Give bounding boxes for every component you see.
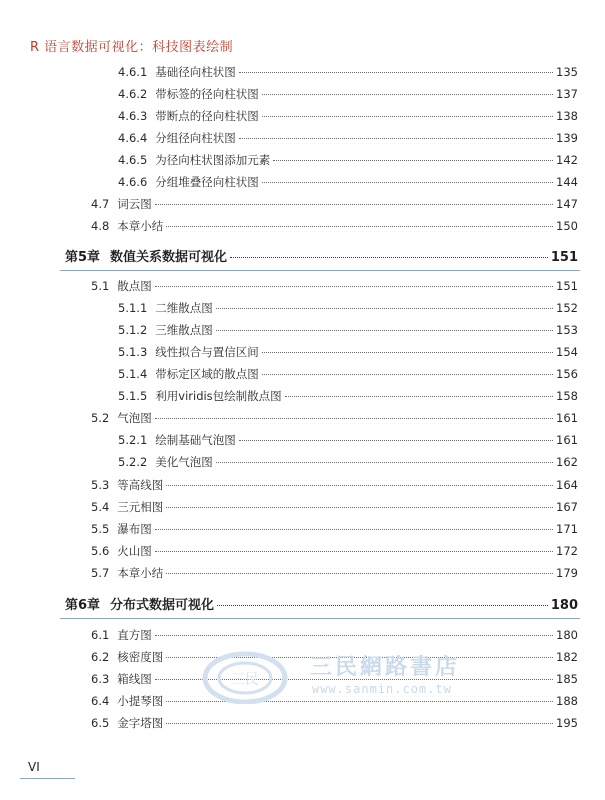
toc-entry-title: 数值关系数据可视化 <box>110 250 228 265</box>
toc-leader-dots <box>166 723 553 724</box>
watermark-text: 三民網路書店 <box>310 655 461 680</box>
toc-entry-title: 带标定区域的散点图 <box>155 367 259 381</box>
toc-entry-number: 6.4 <box>91 694 110 708</box>
toc-entry-number: 5.1.4 <box>118 367 148 381</box>
toc-entry-page: 188 <box>556 694 578 708</box>
toc-entry-number: 6.1 <box>91 628 110 642</box>
toc-entry-title: 箱线图 <box>117 672 152 686</box>
toc-entry-number: 第6章 <box>65 598 101 613</box>
toc-entry[interactable] <box>118 322 578 338</box>
toc-entry-page: 180 <box>556 628 578 642</box>
toc-entry-number: 4.6.4 <box>118 131 148 145</box>
chapter-divider <box>60 270 580 271</box>
toc-leader-dots <box>239 440 553 441</box>
toc-entry-title: 线性拟合与置信区间 <box>155 345 259 359</box>
toc-leader-dots <box>155 418 553 419</box>
toc-entry-page: 152 <box>556 301 578 315</box>
running-head: R 语言数据可视化：科技图表绘制 <box>30 40 234 55</box>
toc-entry[interactable] <box>118 64 578 80</box>
toc-leader-dots <box>216 308 553 309</box>
toc-leader-dots <box>166 507 553 508</box>
toc-leader-dots <box>239 72 553 73</box>
toc-entry-title: 本章小结 <box>117 566 164 580</box>
toc-entry-title: 分组堆叠径向柱状图 <box>155 175 259 189</box>
toc-entry-title: 利用viridis包绘制散点图 <box>155 389 282 403</box>
toc-entry[interactable] <box>91 715 578 731</box>
toc-leader-dots <box>155 551 553 552</box>
toc-entry-page: 150 <box>556 219 578 233</box>
toc-entry-title: 金字塔图 <box>117 716 164 730</box>
toc-entry-number: 5.1 <box>91 279 110 293</box>
toc-entry-number: 4.8 <box>91 219 110 233</box>
toc-entry[interactable] <box>91 499 578 515</box>
toc-entry-title: 小提琴图 <box>117 694 164 708</box>
toc-entry-number: 4.6.5 <box>118 153 148 167</box>
toc-entry-page: 153 <box>556 323 578 337</box>
toc-leader-dots <box>262 182 553 183</box>
toc-entry-number: 5.1.5 <box>118 389 148 403</box>
toc-entry-title: 带标签的径向柱状图 <box>155 87 259 101</box>
toc-entry[interactable] <box>91 693 578 709</box>
toc-entry-title: 三维散点图 <box>155 323 213 337</box>
toc-chapter-entry[interactable] <box>65 250 578 266</box>
toc-leader-dots <box>239 138 553 139</box>
toc-leader-dots <box>262 352 553 353</box>
toc-leader-dots <box>216 330 553 331</box>
toc-entry-page: 182 <box>556 650 578 664</box>
toc-leader-dots <box>155 635 553 636</box>
toc-entry-number: 第5章 <box>65 250 101 265</box>
toc-entry-page: 161 <box>556 433 578 447</box>
toc-entry[interactable] <box>91 543 578 559</box>
toc-entry-title: 气泡图 <box>117 411 152 425</box>
toc-entry-number: 4.6.1 <box>118 65 148 79</box>
toc-entry-page: 162 <box>556 455 578 469</box>
toc-entry-page: 138 <box>556 109 578 123</box>
toc-entry-page: 158 <box>556 389 578 403</box>
toc-leader-dots <box>285 396 553 397</box>
toc-leader-dots <box>155 286 553 287</box>
toc-entry[interactable] <box>91 218 578 234</box>
toc-entry-number: 5.2.2 <box>118 455 148 469</box>
toc-entry-page: 167 <box>556 500 578 514</box>
toc-entry-title: 火山图 <box>117 544 152 558</box>
toc-leader-dots <box>155 679 553 680</box>
toc-entry-number: 5.2.1 <box>118 433 148 447</box>
toc-chapter-entry[interactable] <box>65 598 578 614</box>
toc-entry-number: 4.6.3 <box>118 109 148 123</box>
toc-entry-page: 135 <box>556 65 578 79</box>
toc-entry-page: 154 <box>556 345 578 359</box>
toc-entry-title: 分布式数据可视化 <box>110 598 215 613</box>
toc-entry-title: 二维散点图 <box>155 301 213 315</box>
toc-leader-dots <box>230 257 548 258</box>
toc-entry[interactable] <box>91 649 578 665</box>
toc-entry-title: 美化气泡图 <box>155 455 213 469</box>
toc-entry-title: 核密度图 <box>117 650 164 664</box>
toc-entry-number: 5.6 <box>91 544 110 558</box>
toc-entry-number: 4.7 <box>91 197 110 211</box>
toc-leader-dots <box>166 485 553 486</box>
toc-entry-title: 带断点的径向柱状图 <box>155 109 259 123</box>
toc-entry[interactable] <box>91 410 578 426</box>
watermark-url: www.sanmin.com.tw <box>312 682 452 696</box>
toc-entry-page: 156 <box>556 367 578 381</box>
toc-leader-dots <box>262 116 553 117</box>
toc-entry-page: 144 <box>556 175 578 189</box>
toc-leader-dots <box>262 94 553 95</box>
toc-entry-title: 直方图 <box>117 628 152 642</box>
toc-leader-dots <box>216 462 553 463</box>
toc-entry-number: 5.7 <box>91 566 110 580</box>
toc-entry-page: 137 <box>556 87 578 101</box>
toc-entry-page: 139 <box>556 131 578 145</box>
toc-entry[interactable] <box>91 627 578 643</box>
toc-entry[interactable] <box>91 565 578 581</box>
toc-entry-page: 142 <box>556 153 578 167</box>
toc-entry-page: 147 <box>556 197 578 211</box>
toc-entry-number: 5.5 <box>91 522 110 536</box>
toc-entry-title: 为径向柱状图添加元素 <box>155 153 271 167</box>
folio-rule <box>20 778 75 779</box>
toc-leader-dots <box>166 573 553 574</box>
toc-leader-dots <box>166 701 553 702</box>
toc-entry-page: 151 <box>556 279 578 293</box>
toc-entry[interactable] <box>118 174 578 190</box>
toc-entry[interactable] <box>118 454 578 470</box>
toc-entry-number: 6.5 <box>91 716 110 730</box>
toc-entry-number: 4.6.2 <box>118 87 148 101</box>
toc-entry[interactable] <box>91 477 578 493</box>
toc-entry-number: 6.2 <box>91 650 110 664</box>
toc-entry-number: 4.6.6 <box>118 175 148 189</box>
toc-entry-number: 5.2 <box>91 411 110 425</box>
toc-entry-title: 瀑布图 <box>117 522 152 536</box>
toc-entry-page: 161 <box>556 411 578 425</box>
toc-leader-dots <box>262 374 553 375</box>
toc-entry-number: 5.4 <box>91 500 110 514</box>
toc-leader-dots <box>166 657 553 658</box>
toc-entry[interactable] <box>118 86 578 102</box>
toc-entry-page: 180 <box>550 598 578 613</box>
toc-entry-page: 185 <box>556 672 578 686</box>
toc-leader-dots <box>217 605 548 606</box>
folio: VI <box>28 760 40 774</box>
toc-entry[interactable] <box>91 671 578 687</box>
toc-entry-page: 195 <box>556 716 578 730</box>
toc-entry-title: 词云图 <box>117 197 152 211</box>
toc-leader-dots <box>273 160 553 161</box>
toc-entry-number: 5.1.2 <box>118 323 148 337</box>
toc-entry[interactable] <box>91 278 578 294</box>
toc-entry[interactable] <box>118 366 578 382</box>
toc-leader-dots <box>166 226 553 227</box>
toc-entry-number: 6.3 <box>91 672 110 686</box>
toc-leader-dots <box>155 529 553 530</box>
toc-entry-title: 三元相图 <box>117 500 164 514</box>
toc-entry-title: 散点图 <box>117 279 152 293</box>
toc-entry[interactable] <box>118 300 578 316</box>
toc-leader-dots <box>155 204 553 205</box>
toc-entry[interactable] <box>118 388 578 404</box>
toc-entry-title: 本章小结 <box>117 219 164 233</box>
toc-entry-page: 171 <box>556 522 578 536</box>
chapter-divider <box>60 618 580 619</box>
toc-entry-title: 分组径向柱状图 <box>155 131 236 145</box>
toc-entry-number: 5.1.3 <box>118 345 148 359</box>
toc-entry-page: 179 <box>556 566 578 580</box>
toc-entry-page: 164 <box>556 478 578 492</box>
toc-entry-title: 等高线图 <box>117 478 164 492</box>
toc-entry-page: 172 <box>556 544 578 558</box>
toc-entry[interactable] <box>118 152 578 168</box>
toc-entry-page: 151 <box>550 250 578 265</box>
toc-entry[interactable] <box>91 196 578 212</box>
toc-entry[interactable] <box>91 521 578 537</box>
toc-entry[interactable] <box>118 344 578 360</box>
toc-entry[interactable] <box>118 130 578 146</box>
toc-entry-title: 绘制基础气泡图 <box>155 433 236 447</box>
toc-entry[interactable] <box>118 432 578 448</box>
svg-text:三民: 三民 <box>231 672 259 688</box>
toc-entry-title: 基础径向柱状图 <box>155 65 236 79</box>
toc-entry-number: 5.3 <box>91 478 110 492</box>
toc-entry[interactable] <box>118 108 578 124</box>
toc-entry-number: 5.1.1 <box>118 301 148 315</box>
